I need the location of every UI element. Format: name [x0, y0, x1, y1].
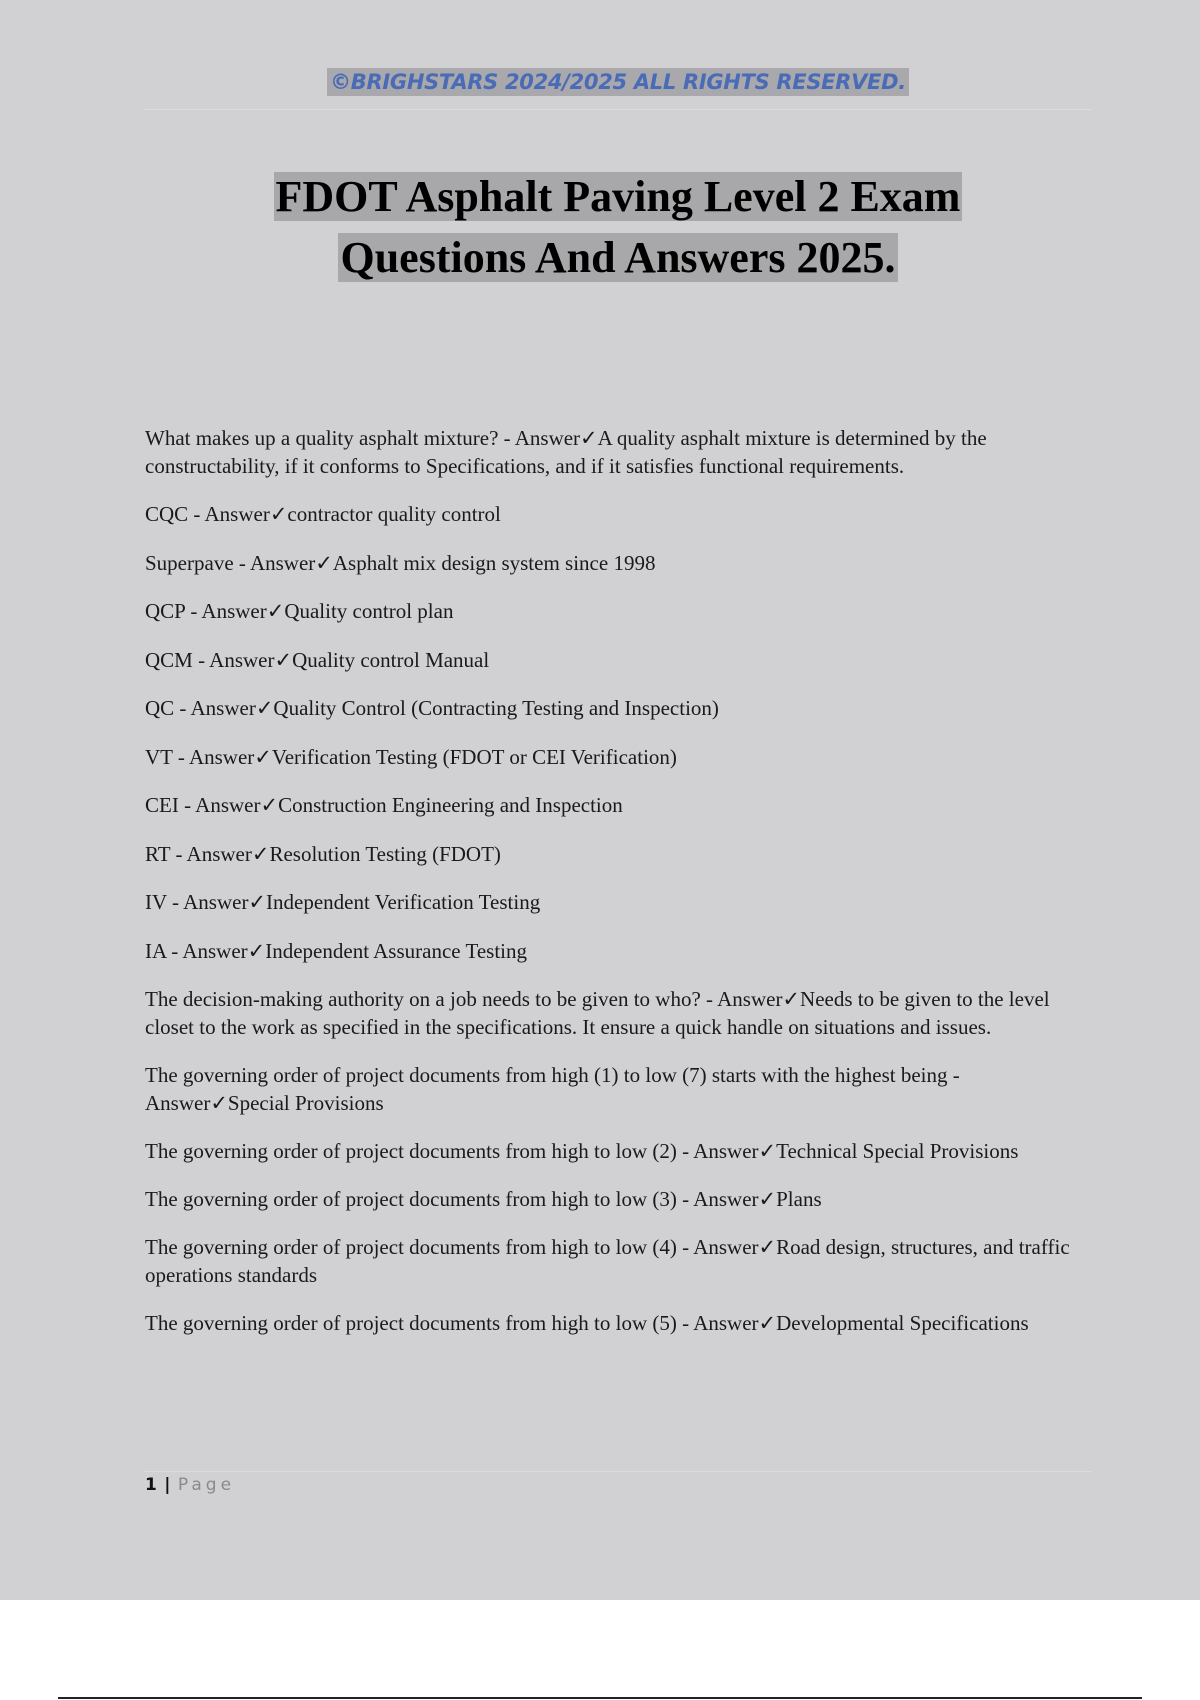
- qa-item: QC - Answer✓Quality Control (Contracting Testing and Inspection): [145, 696, 719, 720]
- page-label: Page: [177, 1475, 236, 1495]
- page-separator: |: [164, 1475, 171, 1495]
- qa-item: QCP - Answer✓Quality control plan: [145, 599, 454, 623]
- qa-item: VT - Answer✓Verification Testing (FDOT or CEI Verification): [145, 744, 677, 769]
- qa-item: The governing order of project documents from high (1) to low (7) starts with the highest being - Answer✓Special Provisions: [145, 1063, 960, 1115]
- copyright-text: ©BRIGHSTARS 2024/2025 ALL RIGHTS RESERVED.: [327, 68, 909, 96]
- qa-item: CEI - Answer✓Construction Engineering and Inspection: [145, 793, 623, 817]
- title-line-2: Questions And Answers 2025.: [340, 233, 896, 282]
- qa-item: Superpave - Answer✓Asphalt mix design system since 1998: [145, 550, 656, 575]
- qa-item: The governing order of project documents from high to low (2) - Answer✓Technical Special Provisions: [145, 1139, 1019, 1163]
- qa-item: The decision-making authority on a job needs to be given to who? - Answer✓Needs to be given to the level closet to the work as specified in the specifications. It ensure a quick handle on situations and issues.: [145, 987, 1050, 1039]
- page-footer: [145, 1475, 235, 1495]
- qa-list: [145, 424, 1095, 1357]
- qa-item: IA - Answer✓Independent Assurance Testing: [145, 938, 527, 963]
- qa-item: CQC - Answer✓contractor quality control: [145, 502, 501, 526]
- footer-divider: [144, 1471, 1092, 1472]
- qa-item: QCM - Answer✓Quality control Manual: [145, 647, 490, 672]
- qa-item: The governing order of project documents from high to low (3) - Answer✓Plans: [145, 1187, 822, 1211]
- page-number: 1: [145, 1475, 157, 1495]
- header-divider: [144, 109, 1092, 110]
- qa-item: What makes up a quality asphalt mixture? - Answer✓A quality asphalt mixture is determined by the constructability, if it conforms to Specifications, and if it satisfies functional requirements.: [145, 426, 987, 478]
- qa-item: IV - Answer✓Independent Verification Testing: [145, 890, 541, 914]
- copyright-header: [144, 70, 1092, 94]
- page-title: [144, 166, 1092, 288]
- bottom-divider: [58, 1697, 1142, 1699]
- title-line-1: FDOT Asphalt Paving Level 2 Exam: [275, 172, 961, 221]
- qa-item: RT - Answer✓Resolution Testing (FDOT): [145, 841, 501, 866]
- qa-item: The governing order of project documents from high to low (4) - Answer✓Road design, structures, and traffic operations standards: [145, 1235, 1070, 1287]
- qa-item: The governing order of project documents from high to low (5) - Answer✓Developmental Specifications: [145, 1311, 1029, 1335]
